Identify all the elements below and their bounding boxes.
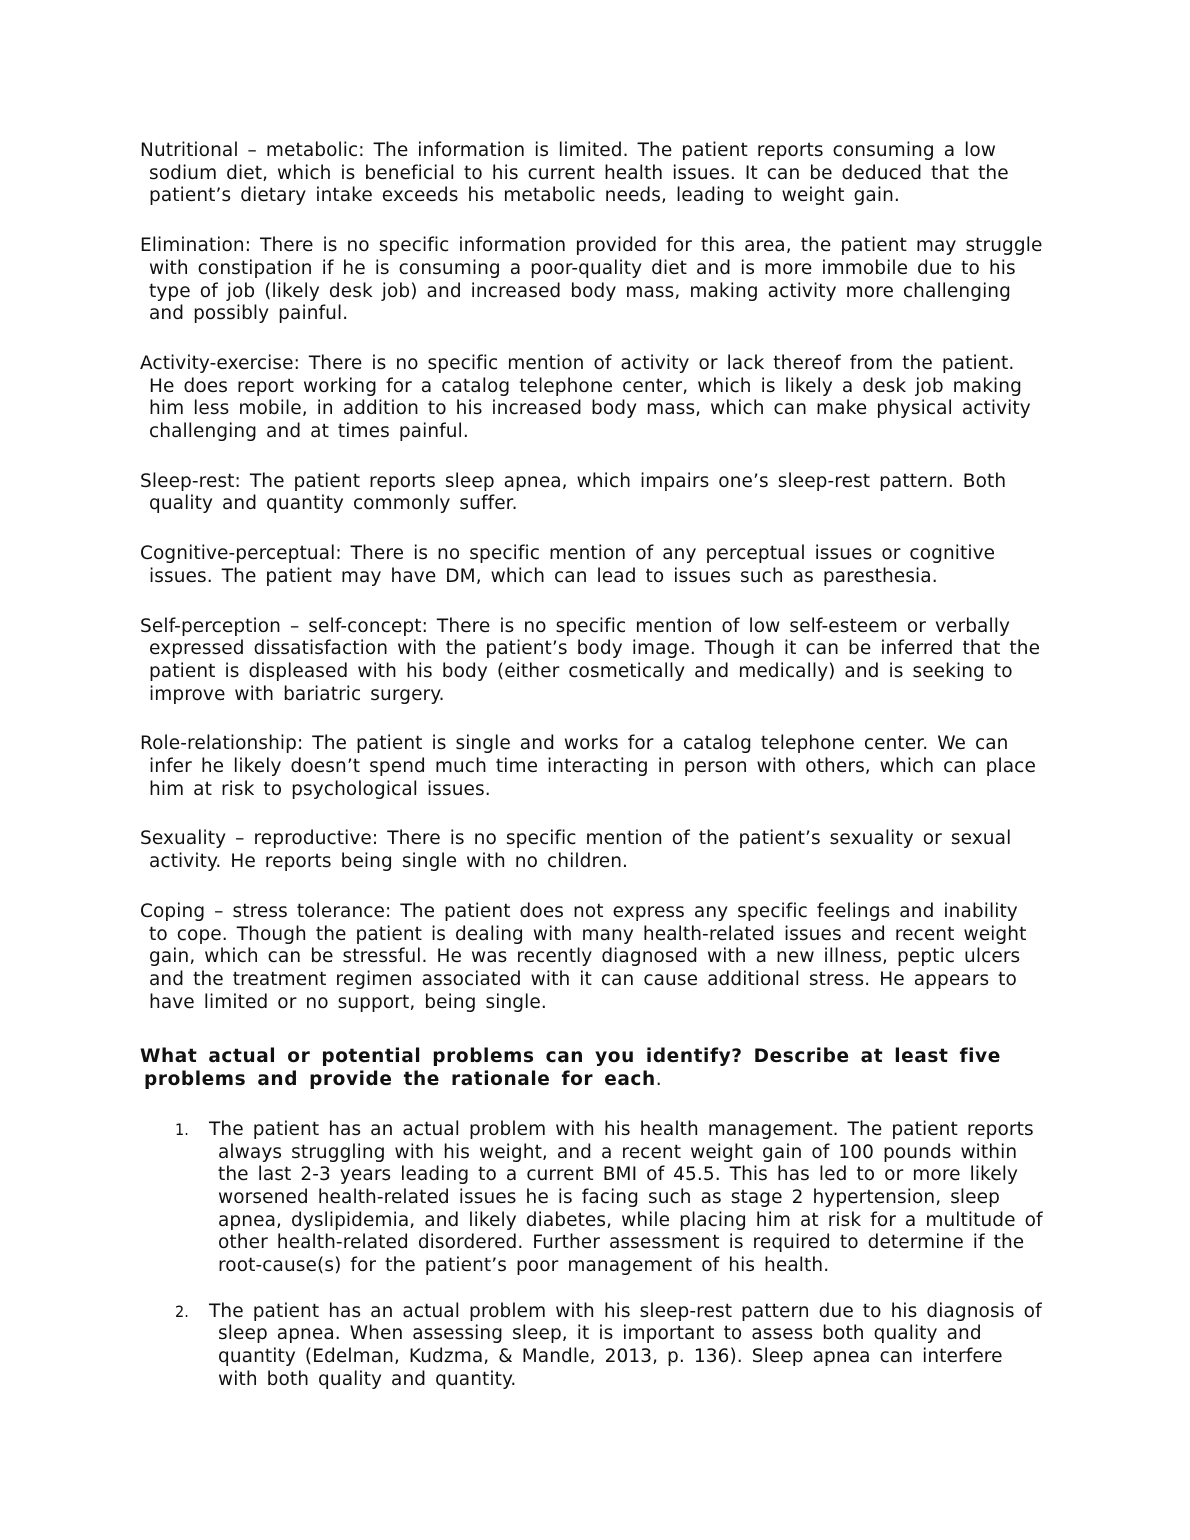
paragraph-cognitive-perceptual: Cognitive-perceptual: There is no specific mention of any perceptual issues or cognitive issues. The patient may have DM, which can lead to issues such as paresthesia. xyxy=(140,543,996,587)
list-item-text: The patient has an actual problem with his sleep-rest pattern due to his diagnosis of sleep apnea. When assessing sleep, it is important to assess both quality and quantity (Edelman, Kudzma, & Mandle, 2013, p. 136). Sleep apnea can interfere with both quality and quantity. xyxy=(209,1300,1042,1390)
question-text: What actual or potential problems can you identify? Describe at least five problems and provide the rationale for each xyxy=(140,1046,1001,1091)
list-item-number: 1. xyxy=(175,1119,189,1139)
paragraph-role-relationship: Role-relationship: The patient is single and works for a catalog telephone center. We can infer he likely doesn’t spend much time interacting in person with others, which can place him at risk to psychological issues. xyxy=(140,733,1036,800)
paragraph-activity-exercise: Activity-exercise: There is no specific mention of activity or lack thereof from the patient. He does report working for a catalog telephone center, which is likely a desk job making him less mobile, in addition to his increased body mass, which can make physical activity challenging and at times painful. xyxy=(140,352,1031,443)
list-item-text: The patient has an actual problem with his health management. The patient reports always struggling with his weight, and a recent weight gain of 100 pounds within the last 2-3 years leading to a current BMI of 45.5. This has led to or more likely worsened health-related issues he is facing such as stage 2 hypertension, sleep apnea, dyslipidemia, and likely diabetes, while placing him at risk for a multitude of other health-related disordered. Further assessment is required to determine if the root-cause(s) for the patient’s poor management of his health. xyxy=(209,1118,1043,1277)
paragraph-sleep-rest: Sleep-rest: The patient reports sleep apnea, which impairs one’s sleep-rest pattern. Both quality and quantity commonly suffer. xyxy=(140,470,1007,515)
paragraph-coping-stress-tolerance: Coping – stress tolerance: The patient does not express any specific feelings and inability to cope. Though the patient is dealing with many health-related issues and recent weight gain, which can be stressful. He was recently diagnosed with a new illness, peptic ulcers and the treatment regimen associated with it can cause additional stress. He appears to have limited or no support, being single. xyxy=(140,900,1027,1013)
paragraph-self-perception: Self-perception – self-concept: There is no specific mention of low self-esteem or verbally expressed dissatisfaction with the patient’s body image. Though it can be inferred that the patient is displeased with his body (either cosmetically and medically) and is seeking to improve with bariatric surgery. xyxy=(140,615,1041,705)
paragraph-nutritional-metabolic: Nutritional – metabolic: The information is limited. The patient reports consuming a low sodium diet, which is beneficial to his current health issues. It can be deduced that the patient’s dietary intake exceeds his metabolic needs, leading to weight gain. xyxy=(140,140,1009,207)
paragraph-sexuality-reproductive: Sexuality – reproductive: There is no specific mention of the patient’s sexuality or sexual activity. He reports being single with no children. xyxy=(140,828,1012,873)
question-period: . xyxy=(655,1069,663,1091)
problems-list xyxy=(140,1119,1045,1392)
question-heading xyxy=(140,1046,1045,1091)
list-item-number: 2. xyxy=(175,1301,189,1321)
document-page xyxy=(140,140,1045,1415)
list-item xyxy=(140,1301,1045,1392)
list-item xyxy=(140,1119,1045,1278)
paragraph-elimination: Elimination: There is no specific information provided for this area, the patient may struggle with constipation if he is consuming a poor-quality diet and is more immobile due to his type of job (likely desk job) and increased body mass, making activity more challenging and possibly painful. xyxy=(140,235,1043,325)
